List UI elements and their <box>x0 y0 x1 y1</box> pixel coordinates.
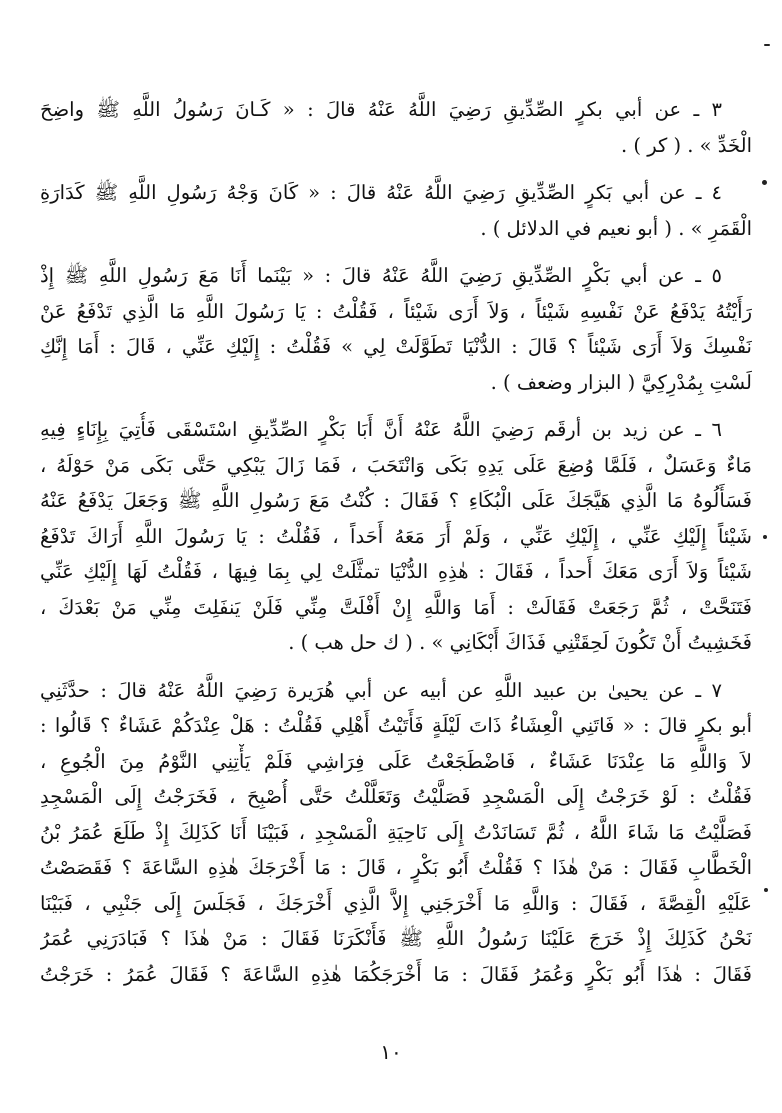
page-number: ١٠ <box>380 1040 402 1064</box>
text-line: فَصَلَّيْتُ مَا شَاءَ اللَّهُ ، ثُمَّ تَسَانَدْتُ إِلَى نَاحِيَةِ الْمَسْجِدِ ، فَبَيْنَا أَنَا كَذَلِكَ إِذْ طَلَعَ عُمَرُ بْنُ <box>40 820 752 844</box>
text-line: ٤ ـ عن أبي بَكرٍ الصِّدِّيقِ رَضِيَ اللَّهُ عَنْهُ قالَ : « كَانَ وَجْهُ رَسُولِ اللَّهِ ﷺ كَدَارَةِ <box>40 181 722 204</box>
hadith-3 <box>40 92 752 163</box>
text-line: الْخَدِّ » . ( كر ) . <box>621 133 752 157</box>
text-line: فَقَالَ : هٰذَا أَبُو بَكْرٍ وَعُمَرُ فَقَالَ : مَا أَخْرَجَكُمَا هٰذِهِ السَّاعَةَ ؟ فَقَالَ عُمَرُ : خَرَجْتُ <box>40 962 752 986</box>
text-line: ٦ ـ عن زيد بن أرقَم رَضِيَ اللَّهُ عَنْهُ أَنَّ أَبَا بَكْرٍ الصِّدِّيقِ اسْتَسْقَى فَأُتِيَ بِإِنَاءٍ فِيهِ <box>40 418 722 441</box>
text-line: لَسْتِ بِمُدْرِكِيَّ ( البزار وضعف ) . <box>490 370 752 394</box>
text-line: ٧ ـ عن يحيىٰ بن عبيد اللَّهِ عن أبيه عن أبي هُرَيرة رَضِيَ اللَّهُ عَنْهُ قالَ : حدَّثَنِي <box>40 678 722 702</box>
text-line: ٥ ـ عن أبي بَكْرٍ الصِّدِّيقِ رَضِيَ اللَّهُ عَنْهُ قالَ : « بَيْنَما أَنَا مَعَ رَسُولِ اللَّهِ ﷺ إِذْ <box>40 264 722 287</box>
text-line: نَفْسِكَ وَلاَ أَرَى شَيْئاً ؟ قَالَ : الدُّنْيَا تَطَوَّلَتْ لِي » فَقُلْتُ : إِلَيْكِ عَنِّي ، قَالَ : أَمَا إِنَّكِ <box>40 335 752 358</box>
text-line: أبو بكرٍ قالَ : « فَاتَنِي الْعِشَاءُ ذَاتَ لَيْلَةٍ فَأَتَيْتُ أَهْلِي فَقُلْتُ : هَلْ عِنْدَكُمْ عَشَاءٌ ؟ قَالُوا : <box>40 714 752 737</box>
scan-speck <box>764 888 768 892</box>
text-line: عَلَيْهِ الْقِصَّةَ ، فَقَالَ : وَاللَّهِ مَا أَخْرَجَنِي إِلاَّ الَّذِي أَخْرَجَكَ ، فَجَلَسَ إِلَى جَنْبِي ، فَبَيْنَا <box>40 891 752 915</box>
text-line: فَتَنَحَّتْ ، ثُمَّ رَجَعَتْ فَقَالَتْ : أَمَا وَاللَّهِ إِنْ أَفْلَتَّ مِنِّي فَلَنْ يَنفَلِتَ مِنِّي مَنْ بَعْدَكَ ، <box>40 595 752 619</box>
text-line: الْخَطَّابِ فَقَالَ : مَنْ هٰذَا ؟ فَقُلْتُ أَبُو بَكْرٍ ، قَالَ : مَا أَخْرَجَكَ هٰذِهِ السَّاعَةَ ؟ فَقَصَصْتُ <box>40 856 752 879</box>
text-line: فَقُلْتُ : لَوْ خَرَجْتُ إِلَى الْمَسْجِدِ فَصَلَّيْتُ وَتَعَلَّلْتُ حَتَّى أُصْبِحَ ، فَخَرَجْتُ إِلَى الْمَسْجِدِ <box>40 785 752 808</box>
text-line: شَيْئاً وَلاَ أَرَى مَعَكَ أَحداً ، فَقَالَ : هٰذِهِ الدُّنْيَا تمثَّلَتْ لِي بِمَا فِيهَا ، فَقُلْتُ لَهَا إِلَيْكِ عَنِّي <box>40 560 752 583</box>
hadith-5 <box>40 258 752 400</box>
text-line: نَحْنُ كَذَلِكَ إِذْ خَرَجَ عَلَيْنَا رَسُولُ اللَّهِ ﷺ فَأَنْكَرَنَا فَقَالَ : مَنْ هٰذَا ؟ فَبَادَرَنِي عُمَرُ <box>40 927 752 950</box>
text-line: رَأَيْتُهُ يَدْفَعُ عَنْ نَفْسِهِ شَيْئاً ، وَلاَ أَرَى شَيْئاً ، فَقُلْتُ : يَا رَسُولَ اللَّهِ مَا الَّذِي تَدْفَعُ عَنْ <box>40 299 752 323</box>
hadith-7 <box>40 673 752 993</box>
scan-speck <box>762 180 767 185</box>
text-line: ٣ ـ عن أبي بكرٍ الصِّدِّيقِ رَضِيَ اللَّهُ عَنْهُ قالَ : « كَـانَ رَسُولُ اللَّهِ ﷺ واضِحَ <box>40 98 722 121</box>
text-line: مَاءٌ وَعَسَلٌ ، فَلَمَّا وُضِعَ عَلَى يَدِهِ بَكَى وَانْتَحَبَ ، فَمَا زَالَ يَبْكِي حَتَّى بَكَى مَنْ حَوْلَهُ ، <box>40 453 752 477</box>
page-body <box>40 92 752 1004</box>
text-line: الْقَمَرِ » . ( أبو نعيم في الدلائل ) . <box>480 216 752 240</box>
text-line: فَسَأَلُوهُ مَا الَّذِي هَيَّجَكَ عَلَى الْبُكَاءِ ؟ فَقَالَ : كُنْتُ مَعَ رَسُولِ اللَّهِ ﷺ وَجَعَلَ يَدْفَعُ عَنْهُ <box>40 489 752 512</box>
scan-speck <box>763 535 767 539</box>
text-line: فَخَشِيتُ أَنْ تَكُونَ لَحِقَتْنِي فَذَاكَ أَبْكَانِي » . ( ك حل هب ) . <box>288 631 752 654</box>
hadith-6 <box>40 412 752 661</box>
scan-speck <box>764 44 770 46</box>
text-line: لاَ وَاللَّهِ مَا عِنْدَنَا عَشَاءٌ ، فَاضْطَجَعْتُ عَلَى فِرَاشِي فَلَمْ يَأْتِنِي النَّوْمُ مِنَ الْجُوعِ ، <box>40 749 752 773</box>
text-line: شَيْئاً إِلَيْكِ عَنِّي ، إِلَيْكِ عَنِّي ، وَلَمْ أَرَ مَعَهُ أَحَداً ، فَقُلْتُ : يَا رَسُولَ اللَّهِ أَرَاكَ تَدْفَعُ <box>40 524 752 548</box>
hadith-4 <box>40 175 752 246</box>
